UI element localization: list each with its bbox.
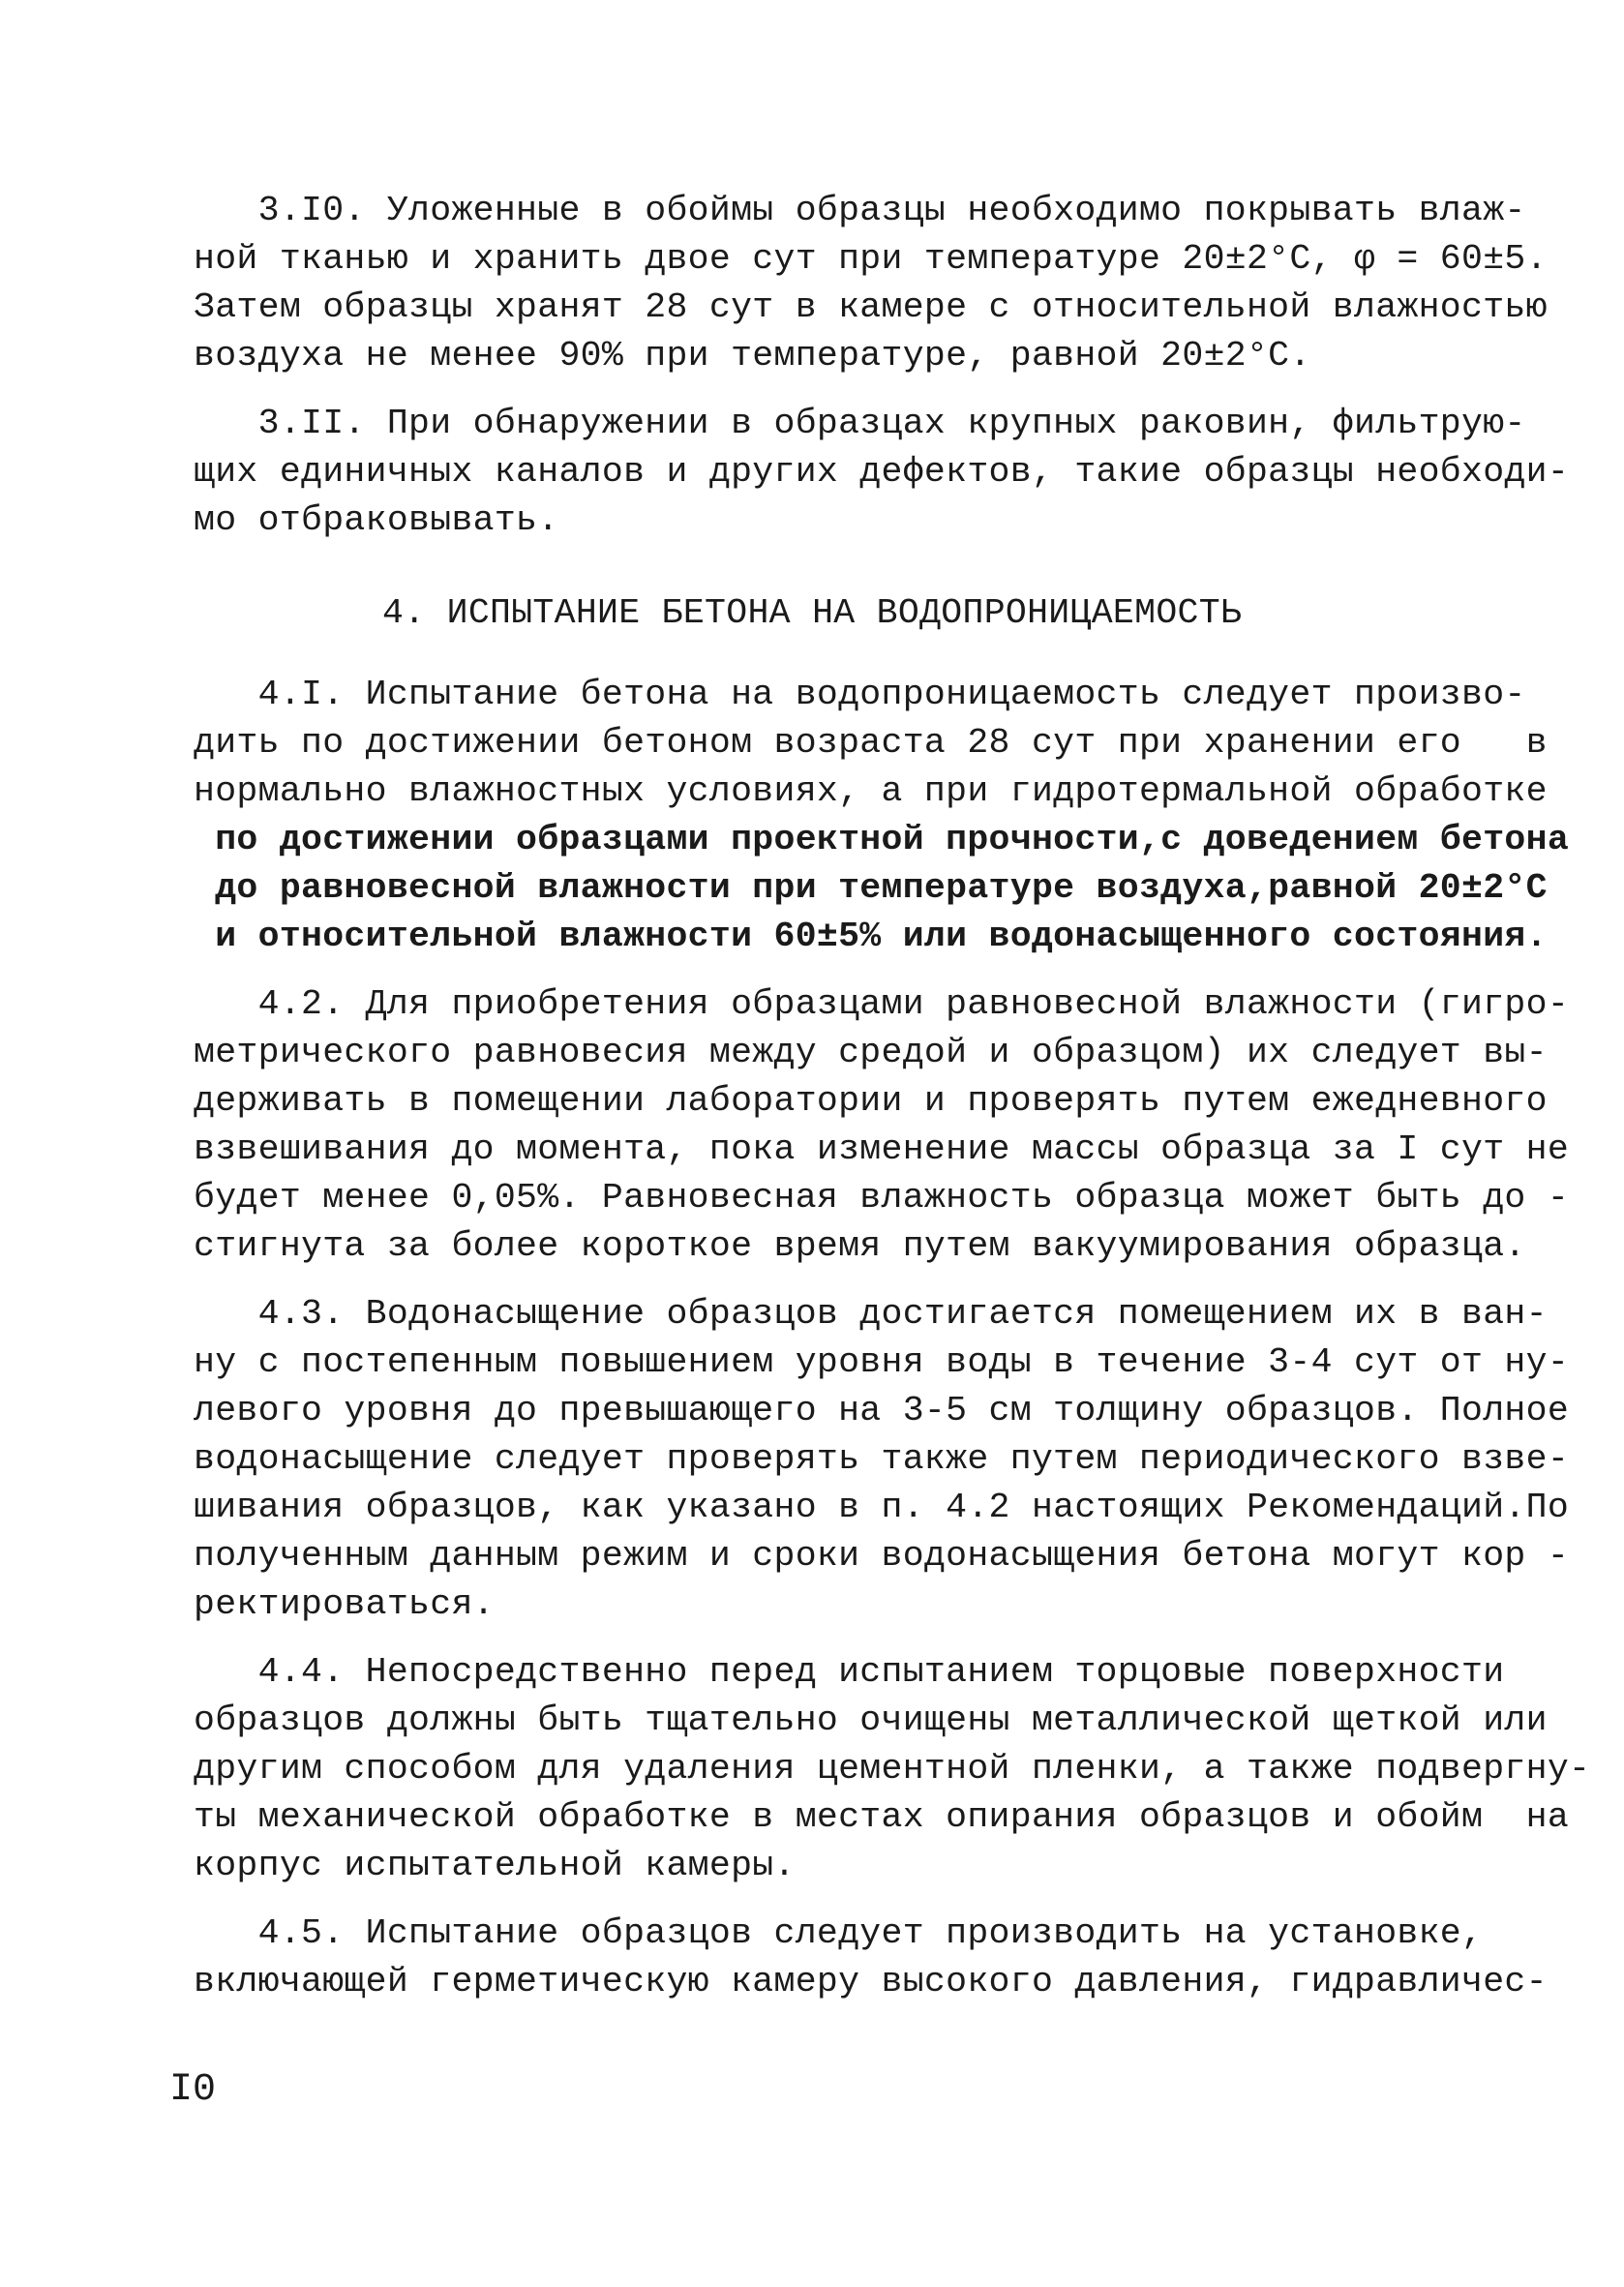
text-line: мо отбраковывать. [194, 500, 559, 540]
text-line: 3.I0. Уложенные в обоймы образцы необходимо покрывать влаж- [194, 191, 1526, 230]
text-line: другим способом для удаления цементной пленки, а также подвергну- [194, 1749, 1591, 1789]
text-line: 3.II. При обнаружении в образцах крупных раковин, фильтрую- [194, 404, 1526, 443]
text-line: 4.3. Водонасыщение образцов достигается помещением их в ван- [194, 1294, 1548, 1334]
text-line: корпус испытательной камеры. [194, 1846, 796, 1885]
text-line: метрического равновесия между средой и образцом) их следует вы- [194, 1033, 1548, 1072]
text-line: ну с постепенным повышением уровня воды в течение 3-4 сут от ну- [194, 1342, 1570, 1382]
text-line: стигнута за более короткое время путем вакуумирования образца. [194, 1226, 1526, 1266]
text-line: ты механической обработке в местах опирания образцов и обойм на [194, 1797, 1570, 1837]
text-line: взвешивания до момента, пока изменение массы образца за I сут не [194, 1129, 1570, 1169]
text-line: включающей герметическую камеру высокого давления, гидравличес- [194, 1962, 1548, 2001]
text-line: 4.5. Испытание образцов следует производить на установке, [194, 1913, 1484, 1953]
text-line: ректироваться. [194, 1584, 495, 1624]
text-line: левого уровня до превышающего на 3-5 см толщину образцов. Полное [194, 1391, 1570, 1430]
section-heading: 4. ИСПЫТАНИЕ БЕТОНА НА ВОДОПРОНИЦАЕМОСТЬ [382, 593, 1243, 633]
text-line: нормально влажностных условиях, а при гидротермальной обработке [194, 771, 1548, 811]
text-line: шивания образцов, как указано в п. 4.2 настоящих Рекомендаций.По [194, 1488, 1570, 1527]
text-line: 4.2. Для приобретения образцами равновесной влажности (гигро- [194, 984, 1570, 1024]
text-line: по достижении образцами проектной прочности,с доведением бетона [194, 820, 1570, 859]
text-line: 4.4. Непосредственно перед испытанием торцовые поверхности [194, 1652, 1505, 1692]
text-line: полученным данным режим и сроки водонасыщения бетона могут кор - [194, 1536, 1570, 1576]
text-line: воздуха не менее 90% при температуре, равной 20±2°С. [194, 336, 1311, 376]
text-line: водонасыщение следует проверять также путем периодического взве- [194, 1439, 1570, 1479]
text-line: 4.I. Испытание бетона на водопроницаемость следует произво- [194, 675, 1526, 714]
text-line: держивать в помещении лаборатории и проверять путем ежедневного [194, 1081, 1548, 1121]
text-line: и относительной влажности 60±5% или водонасыщенного состояния. [194, 917, 1548, 956]
page-number: I0 [169, 2068, 217, 2112]
text-line: до равновесной влажности при температуре воздуха,равной 20±2°С [194, 868, 1548, 908]
text-line: образцов должны быть тщательно очищены металлической щеткой или [194, 1700, 1548, 1740]
text-line: будет менее 0,05%. Равновесная влажность образца может быть до - [194, 1178, 1570, 1218]
text-line: щих единичных каналов и других дефектов, такие образцы необходи- [194, 452, 1570, 492]
text-line: дить по достижении бетоном возраста 28 сут при хранении его в [194, 723, 1548, 763]
text-line: ной тканью и хранить двое сут при температуре 20±2°С, φ = 60±5. [194, 239, 1548, 279]
text-line: Затем образцы хранят 28 сут в камере с относительной влажностью [194, 287, 1548, 327]
